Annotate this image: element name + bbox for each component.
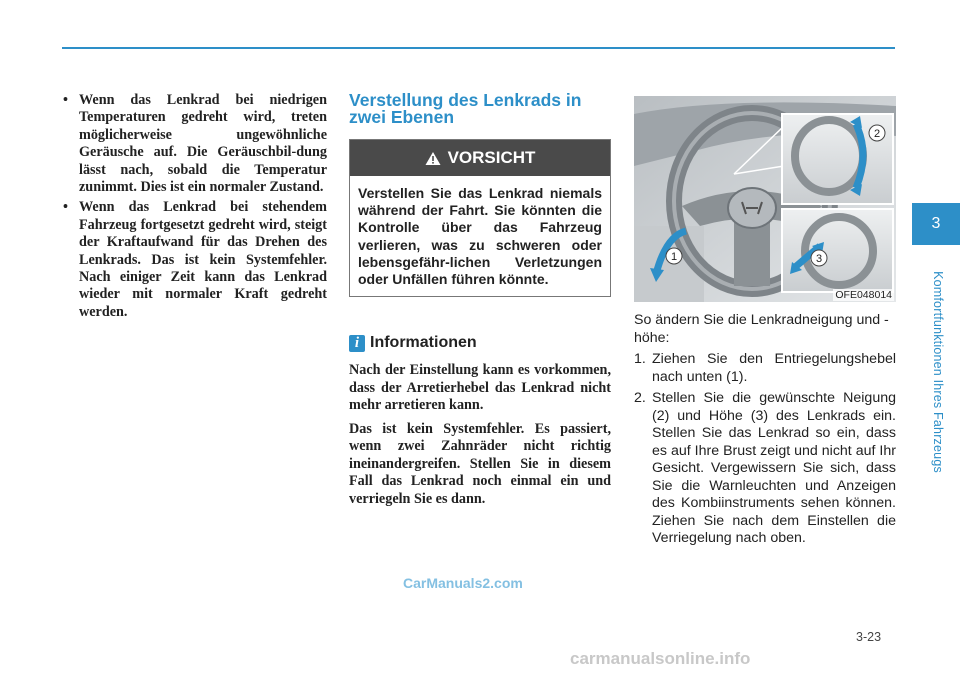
caution-title: VORSICHT	[447, 148, 536, 167]
step-number: 1.	[634, 351, 646, 367]
bullet-text: Wenn das Lenkrad bei stehendem Fahrzeug fortgesetzt gedreht wird, steigt der Kraftaufwand für das Drehen des Lenkrads. Das ist kein Systemfehler. Nach einiger Zeit kann das Lenkrad wieder mit normaler Kraft gedreht werden.	[79, 199, 327, 320]
info-paragraph: Nach der Einstellung kann es vorkommen, dass der Arretierhebel das Lenkrad nicht mehr arretieren kann.	[349, 362, 611, 414]
bullet-dot: •	[63, 199, 68, 216]
header-rule	[62, 47, 895, 49]
step-text: Stellen Sie die gewünschte Neigung (2) und Höhe (3) des Lenkrads ein. Stellen Sie das Lenkrad so ein, dass es auf Ihre Brust zeigt und nicht auf Ihr Gesicht. Vergewissern Sie sich, dass Sie die Warnleuchten und Anzeigen des Kombiinstruments sehen können. Ziehen Sie nach dem Einstellen die Verriegelung nach oben.	[652, 390, 896, 546]
chapter-tab	[912, 203, 960, 245]
footer-watermark: carmanualsonline.info	[570, 649, 751, 668]
list-item	[634, 390, 896, 548]
step-text: Ziehen Sie den Entriegelungshebel nach unten (1).	[652, 351, 896, 385]
chapter-title: Komfortfunktionen Ihres Fahrzeugs	[931, 271, 945, 473]
figure-code: OFE048014	[835, 289, 892, 301]
intro-text: So ändern Sie die Lenkradneigung und -höhe:	[634, 312, 889, 346]
list-item	[62, 92, 327, 196]
caution-header	[350, 140, 610, 176]
info-title: Informationen	[370, 334, 477, 352]
list-item	[634, 351, 896, 386]
caution-box	[349, 139, 611, 297]
callout-1: 1	[670, 251, 678, 263]
info-header	[349, 334, 611, 352]
callout-2: 2	[873, 128, 881, 140]
chapter-number: 3	[931, 215, 941, 232]
steering-wheel-figure	[634, 96, 896, 302]
callout-3: 3	[815, 253, 823, 265]
warning-icon	[425, 151, 441, 166]
caution-text: Verstellen Sie das Lenkrad niemals während der Fahrt. Sie könnten die Kontrolle über das Fahrzeug verlieren, was zu schweren oder lebensgefähr-lichen Verletzungen oder Unfällen führen könnte.	[358, 185, 602, 288]
steering-wheel-illustration	[634, 96, 896, 302]
step-number: 2.	[634, 390, 646, 406]
bullet-text: Wenn das Lenkrad bei niedrigen Temperaturen gedreht wird, treten möglicherweise ungewöhnliche Geräusche auf. Die Geräuschbil-dung lässt nach, sobald die Temperatur zunimmt. Dies ist ein normaler Zustand.	[79, 92, 327, 196]
column-3	[634, 96, 896, 548]
section-heading: Verstellung des Lenkrads in zwei Ebenen	[349, 90, 582, 127]
info-icon: i	[349, 335, 365, 352]
info-paragraph: Das ist kein Systemfehler. Es passiert, wenn zwei Zahnräder nicht richtig ineinandergreifen. Stellen Sie in diesem Fall das Lenkrad noch einmal ein und verriegeln Sie es dann.	[349, 420, 611, 507]
bullet-dot: •	[63, 92, 68, 108]
column-1	[62, 92, 327, 324]
page-number: 3-23	[856, 630, 882, 644]
column-2	[349, 92, 611, 508]
watermark: CarManuals2.com	[403, 575, 523, 591]
list-item	[62, 199, 327, 321]
